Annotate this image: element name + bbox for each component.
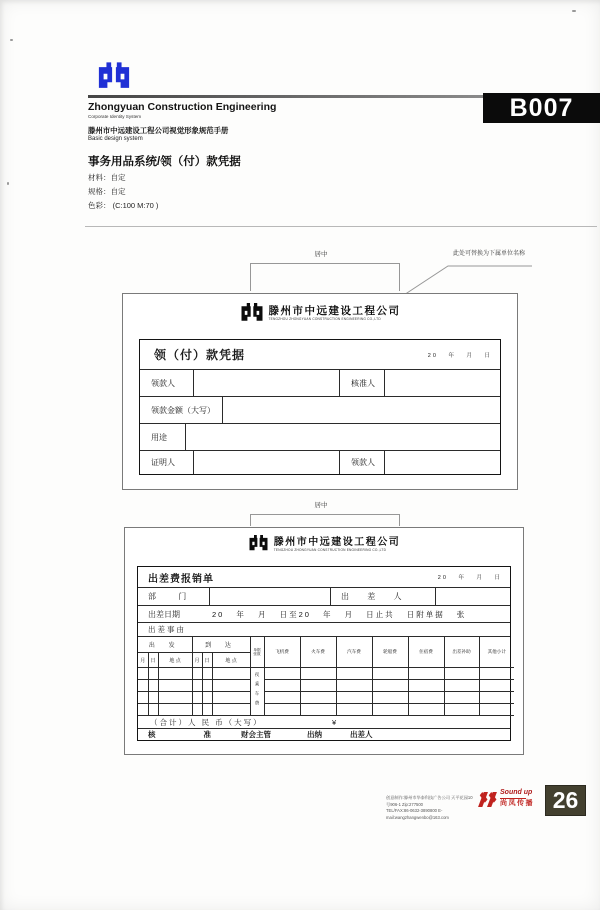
witness-field: [194, 451, 340, 474]
form2-company-cn: 滕州市中远建设工程公司: [273, 536, 401, 548]
page-code-badge: [483, 93, 600, 123]
form2-row-dept: [138, 588, 510, 605]
sign-cashier: 出纳: [307, 730, 322, 739]
amount-field: [223, 397, 500, 423]
expense-grid: [138, 637, 514, 717]
print-studio-brand: [500, 789, 544, 808]
page-number-badge: [545, 785, 586, 816]
form2-row-reason: [138, 623, 510, 637]
section-divider: [85, 226, 597, 227]
form2-sign-row: [138, 729, 510, 740]
receipts-vertical-note: 夜乘车费: [255, 671, 261, 710]
fee-header-allowance: 出差补助: [444, 637, 479, 668]
replace-annotation: 此处可替换为下属单位名称: [452, 251, 525, 257]
form1-row-amount: [140, 397, 500, 424]
scan-speck: [572, 10, 576, 12]
form2-row-tripdate: [138, 606, 510, 623]
form2-letterhead-text: [274, 537, 401, 552]
approver-field: [385, 370, 500, 396]
payee-field: [194, 370, 340, 396]
amount-label: 领款金额（大写）: [151, 405, 215, 415]
sign-finance-chief: 财会主管: [241, 730, 271, 739]
receipts-header-top: 单据: [253, 647, 261, 652]
center-bracket-2: [250, 514, 400, 526]
cis-subtitle: Corporate Identity System: [88, 114, 142, 119]
sign-check: 核: [148, 730, 156, 739]
sign-traveler: 出差人: [350, 730, 373, 739]
company-name-en: Zhongyuan Construction Engineering: [88, 101, 277, 113]
payment-voucher-sheet: [122, 293, 518, 490]
form1-row-purpose: [140, 424, 500, 451]
form1-company-cn: 滕州市中远建设工程公司: [268, 305, 401, 317]
dept-label: 部 门: [148, 592, 197, 602]
brand-name-en: Sound up: [500, 789, 533, 796]
payee-label: 领款人: [151, 378, 175, 388]
purpose-label: 用途: [151, 432, 167, 442]
expense-data-row: [138, 680, 514, 692]
sub-place-2: 地 点: [212, 653, 250, 668]
tripdate-value: 20 年 月 日至20 年 月 日止共 日附单据 张: [212, 609, 467, 619]
page-number: 26: [552, 787, 579, 813]
fee-header-lodging: 住宿费: [408, 637, 444, 668]
form2-title: 出差费报销单: [148, 573, 214, 585]
form2-letterhead: [125, 535, 523, 553]
travel-expense-sheet: [124, 527, 524, 755]
form1-date: 20 年 月 日: [427, 352, 492, 359]
receiver-field: [385, 451, 500, 474]
sign-approve: 准: [203, 730, 211, 739]
sub-month-1: 月: [138, 653, 148, 668]
center-annotation-2: 居中: [314, 502, 328, 509]
fee-header-car: 汽车费: [336, 637, 372, 668]
spec-size: 规格：自定: [88, 187, 126, 196]
page-code: B007: [509, 93, 574, 122]
receipts-header: [250, 637, 264, 668]
form1-logo-icon: [240, 303, 264, 324]
scan-speck: [10, 39, 13, 41]
form2-title-row: [138, 567, 510, 588]
arrive-header: 到 达: [192, 637, 250, 653]
print-studio-logo-icon: [477, 791, 498, 808]
brand-underline: [500, 798, 526, 799]
fee-header-other: 其他小计: [479, 637, 514, 668]
currency-symbol: ¥: [332, 717, 337, 727]
form2-company-en: TENGZHOU ZHONGYUAN CONSTRUCTION ENGINEERING CO.,LTD: [273, 547, 387, 552]
fee-header-plane: 飞机费: [264, 637, 300, 668]
sub-day-2: 日: [202, 653, 212, 668]
depart-header: 出 发: [138, 637, 192, 653]
form2-logo-icon: [248, 535, 269, 553]
sub-place-1: 地 点: [158, 653, 192, 668]
purpose-field: [186, 424, 500, 450]
sub-month-2: 月: [192, 653, 202, 668]
center-annotation-1: 居中: [314, 251, 328, 258]
sub-day-1: 日: [148, 653, 158, 668]
scan-speck: [7, 182, 9, 185]
traveler-label: 出 差 人: [341, 592, 410, 602]
form1-table: [139, 339, 501, 475]
form1-letterhead: [123, 303, 517, 324]
tripdate-label: 出差日期: [148, 609, 180, 619]
form1-letterhead-text: [269, 306, 401, 321]
expense-data-row: [138, 704, 514, 716]
form2-date: 20 年 月 日: [437, 575, 502, 582]
printer-address: [386, 795, 476, 821]
reason-label: 出差事由: [148, 625, 186, 635]
company-logo-icon: [97, 62, 131, 93]
spec-material: 材料：自定: [88, 173, 126, 182]
form1-company-en: TENGZHOU ZHONGYUAN CONSTRUCTION ENGINEERING CO.,LTD: [268, 317, 381, 321]
form2-total-row: [138, 716, 510, 729]
witness-label: 证明人: [151, 458, 175, 467]
approver-label: 核准人: [351, 378, 375, 388]
receipts-header-bottom: 张数: [253, 652, 261, 657]
receiver-label: 领款人: [351, 458, 375, 467]
form2-table: [137, 566, 511, 741]
manual-title-en: Basic design system: [88, 136, 143, 142]
form1-title-row: [140, 340, 500, 370]
expense-data-row: [138, 692, 514, 704]
spec-color: 色彩： (C:100 M:70 ): [88, 201, 159, 210]
dept-field: [210, 588, 331, 604]
manual-title-cn: 滕州市中远建设工程公司视觉形象规范手册: [88, 126, 229, 135]
fee-header-train: 火车费: [300, 637, 336, 668]
traveler-field: [436, 588, 510, 604]
printer-address-line2: TEL/FAX:86-0632-3890800 E-mail:wangzhangwenbo@163.com: [386, 808, 449, 820]
brand-name-cn: 尚凤传播: [500, 800, 534, 807]
form1-title: 领（付）款凭据: [154, 348, 246, 362]
form1-row-witness: [140, 451, 500, 474]
receipts-vertical-note-cell: [250, 668, 264, 716]
page-title: 事务用品系统/领（付）款凭据: [88, 156, 241, 168]
total-label: （合计）人 民 币（大写）: [150, 717, 263, 727]
fee-header-ship: 轮船费: [372, 637, 408, 668]
header-rule: [88, 95, 483, 98]
printer-address-line1: 创意制作:滕州市华泰科技广告公司 天平花园10号906-1 Zip:277500: [386, 795, 473, 807]
expense-data-row: [138, 668, 514, 680]
form1-row-payee: [140, 370, 500, 397]
